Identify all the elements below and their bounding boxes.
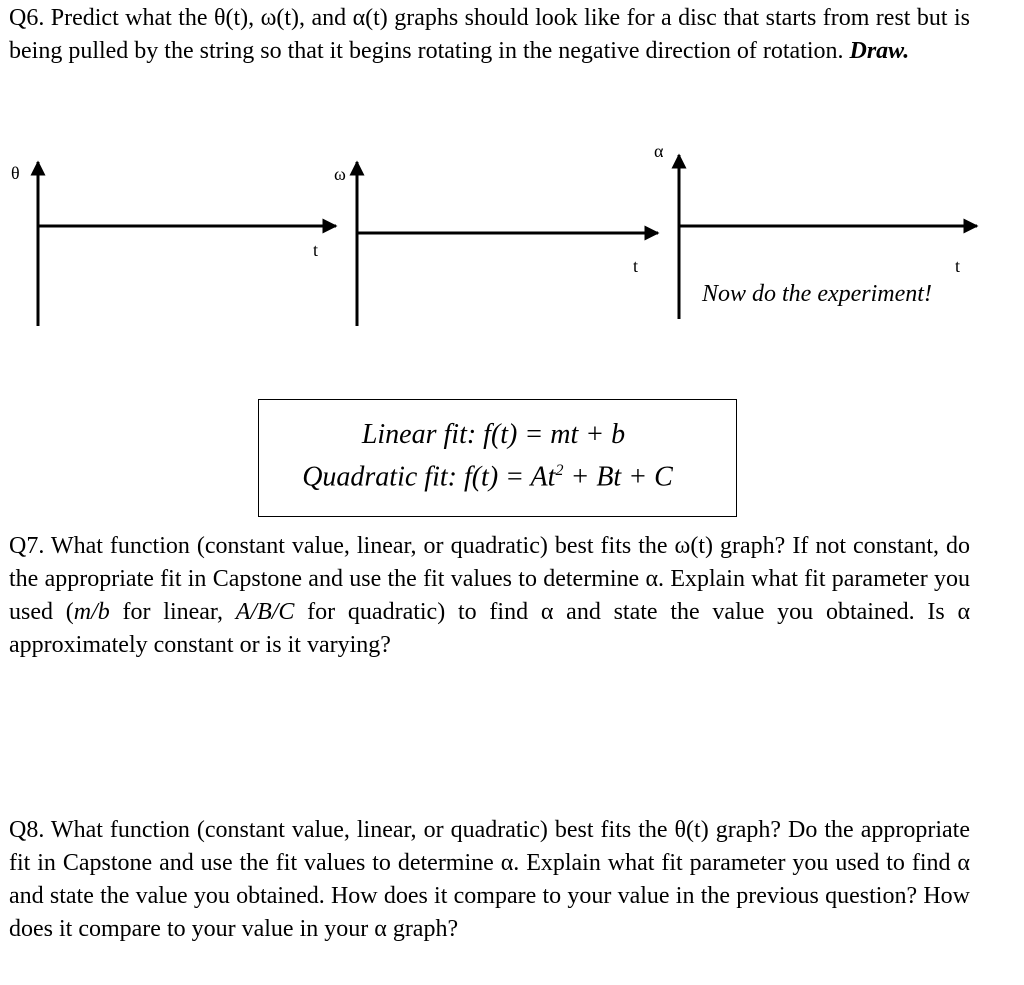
question-7-part1: Q7. What function (constant value, linear, or quadratic) best fits the ω(t) graph? If not constant, do the appropriate fit in Capstone and use the fit values to determine α. Explain what fit parameter you used ( <box>9 533 970 625</box>
question-7 <box>9 530 970 662</box>
omega-graph[interactable] <box>357 162 658 326</box>
alpha-time-label: t <box>955 256 961 276</box>
question-7-part2: for linear, <box>109 599 236 625</box>
fit-equations-box <box>258 399 737 517</box>
question-6-text: Q6. Predict what the θ(t), ω(t), and α(t) graphs should look like for a disc that starts from rest but is being pulled by the string so that it begins rotating in the negative direction of rotation. <box>9 5 970 64</box>
theta-graph[interactable] <box>38 162 336 326</box>
linear-params: m/b <box>73 599 110 625</box>
experiment-note: Now do the experiment! <box>702 281 932 307</box>
quadratic-params: A/B/C <box>235 599 295 625</box>
omega-time-label: t <box>633 256 639 276</box>
omega-axis-label: ω <box>334 164 346 184</box>
question-8: Q8. What function (constant value, linear, or quadratic) best fits the θ(t) graph? Do the appropriate fit in Capstone and use the fit values to determine α. Explain what fit parameter you used to find α and state the value you obtained. How does it compare to your value in the previous question? How does it compare to your value in your α graph? <box>9 817 970 942</box>
quadratic-fit-prefix: Quadratic fit: f(t) = At <box>302 461 556 493</box>
draw-instruction: Draw. <box>849 38 910 64</box>
quadratic-exponent: 2 <box>555 462 564 479</box>
linear-fit-equation: Linear fit: f(t) = mt + b <box>361 419 626 450</box>
quadratic-fit-suffix: + Bt + C <box>563 461 673 493</box>
question-7-part3: for quadratic) to find α and state the value you obtained. Is α approximately constant or is it varying? <box>9 599 971 658</box>
theta-axis-label: θ <box>11 163 20 183</box>
alpha-axis-label: α <box>654 141 664 161</box>
theta-time-label: t <box>313 240 319 260</box>
quadratic-fit-equation <box>249 454 726 494</box>
